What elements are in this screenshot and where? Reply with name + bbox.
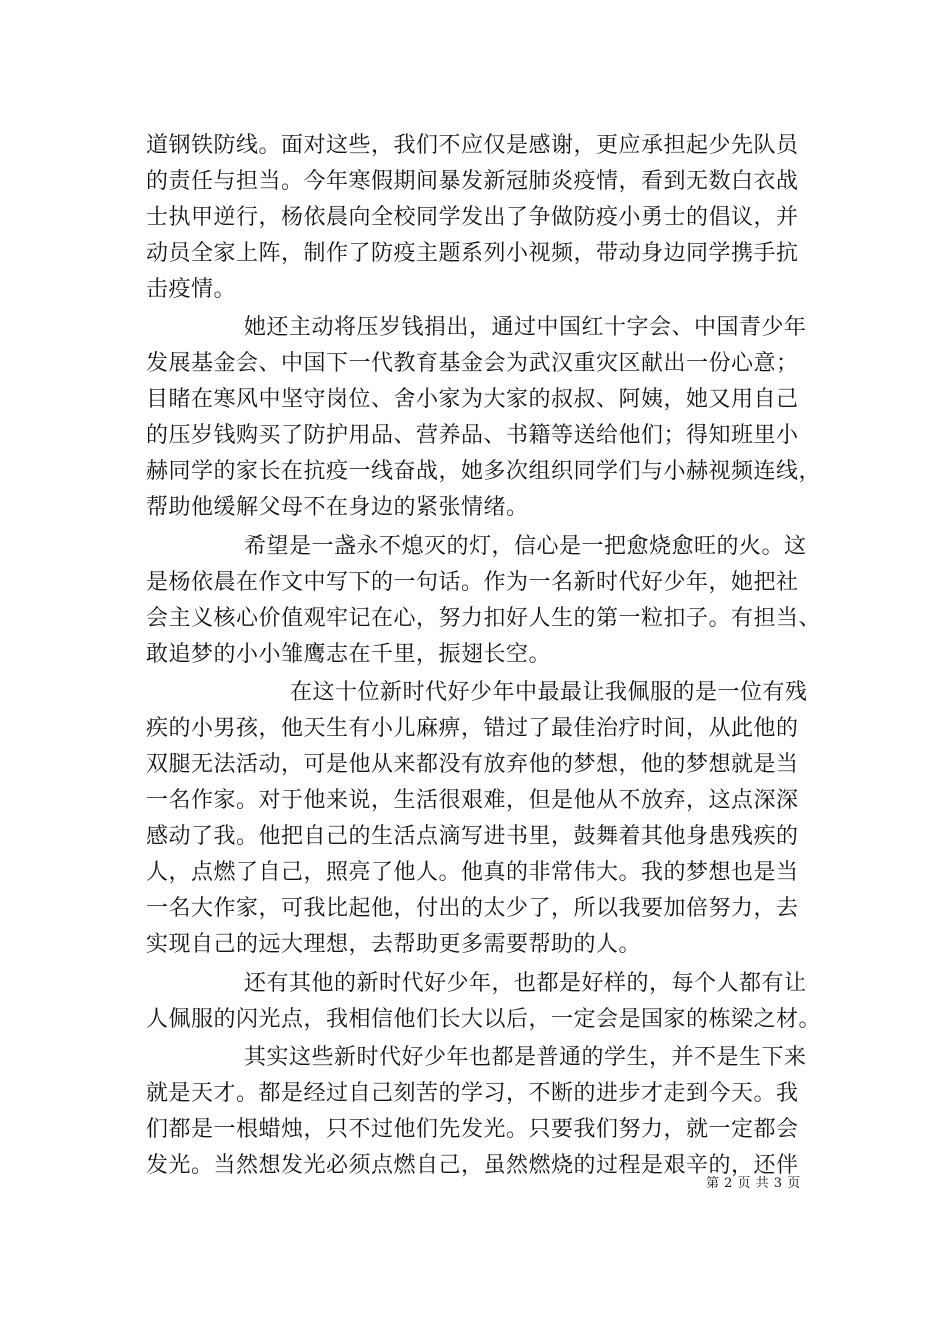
text-line: 人，点燃了自己，照亮了他人。他真的非常伟大。我的梦想也是当 — [146, 860, 799, 885]
text-line: 的责任与担当。今年寒假期间暴发新冠肺炎疫情，看到无数白衣战 — [146, 169, 799, 194]
text-line: 疾的小男孩，他天生有小儿麻痹，错过了最佳治疗时间，从此他的 — [146, 716, 799, 741]
paragraph-start-line: 在这十位新时代好少年中最最让我佩服的是一位有残 — [290, 680, 808, 705]
text-line: 道钢铁防线。面对这些，我们不应仅是感谢，更应承担起少先队员 — [146, 133, 799, 158]
text-line: 一名作家。对于他来说，生活很艰难，但是他从不放弃，这点深深 — [146, 788, 799, 813]
paragraph-start-line: 她还主动将压岁钱捐出，通过中国红十字会、中国青少年 — [244, 315, 807, 340]
text-line: 帮助他缓解父母不在身边的紧张情绪。 — [146, 495, 529, 520]
text-line: 敢追梦的小小雏鹰志在千里，振翅长空。 — [146, 642, 552, 667]
text-line: 双腿无法活动，可是他从来都没有放弃他的梦想，他的梦想就是当 — [146, 752, 799, 777]
text-line: 动员全家上阵，制作了防疫主题系列小视频，带动身边同学携手抗 — [146, 241, 799, 266]
text-line: 是杨依晨在作文中写下的一句话。作为一名新时代好少年，她把社 — [146, 570, 799, 595]
text-line: 们都是一根蜡烛，只不过他们先发光。只要我们努力，就一定都会 — [146, 1117, 799, 1142]
text-line: 人佩服的闪光点，我相信他们长大以后，一定会是国家的栋梁之材。 — [146, 1007, 822, 1032]
text-line: 就是天才。都是经过自己刻苦的学习，不断的进步才走到今天。我 — [146, 1081, 799, 1106]
paragraph-start-line: 其实这些新时代好少年也都是普通的学生，并不是生下来 — [244, 1045, 807, 1070]
paragraph-start-line: 希望是一盏永不熄灭的灯，信心是一把愈烧愈旺的火。这 — [244, 534, 807, 559]
text-line: 发展基金会、中国下一代教育基金会为武汉重灾区献出一份心意； — [146, 351, 799, 376]
text-line: 击疫情。 — [146, 277, 237, 302]
text-line: 目睹在寒风中坚守岗位、舍小家为大家的叔叔、阿姨，她又用自己 — [146, 387, 799, 412]
page-number-footer: 第 2 页 共 3 页 — [706, 1176, 801, 1191]
text-line: 赫同学的家长在抗疫一线奋战，她多次组织同学们与小赫视频连线， — [146, 459, 822, 484]
paragraph-start-line: 还有其他的新时代好少年，也都是好样的，每个人都有让 — [244, 971, 807, 996]
text-line: 士执甲逆行，杨依晨向全校同学发出了争做防疫小勇士的倡议，并 — [146, 205, 799, 230]
text-line: 会主义核心价值观牢记在心，努力扣好人生的第一粒扣子。有担当、 — [146, 606, 822, 631]
text-line: 一名大作家，可我比起他，付出的太少了，所以我要加倍努力，去 — [146, 896, 799, 921]
text-line: 实现自己的远大理想，去帮助更多需要帮助的人。 — [146, 932, 642, 957]
text-line: 的压岁钱购买了防护用品、营养品、书籍等送给他们；得知班里小 — [146, 423, 799, 448]
text-line: 感动了我。他把自己的生活点滴写进书里，鼓舞着其他身患残疾的 — [146, 824, 799, 849]
text-line: 发光。当然想发光必须点燃自己，虽然燃烧的过程是艰辛的，还伴 — [146, 1153, 799, 1178]
